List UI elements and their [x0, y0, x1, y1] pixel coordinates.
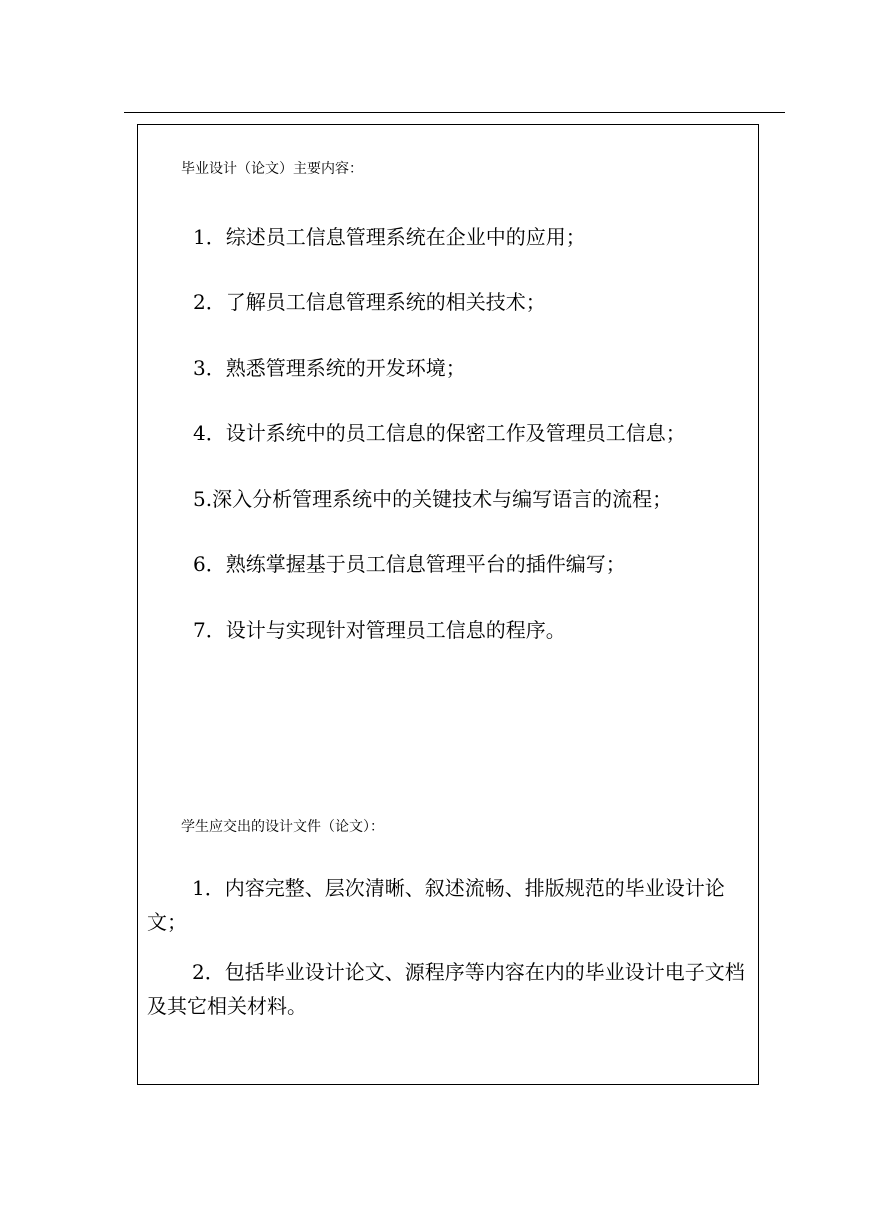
content-item-6 [193, 551, 626, 577]
header-rule [124, 112, 785, 113]
deliverable-paragraph-2: 2．包括毕业设计论文、源程序等内容在内的毕业设计电子文档及其它相关材料。 [147, 960, 745, 1018]
content-item-7 [193, 617, 566, 643]
item-text: 设计与实现针对管理员工信息的程序。 [225, 618, 566, 642]
content-box [137, 124, 759, 1085]
item-number: 1． [193, 225, 226, 249]
item-text: 了解员工信息管理系统的相关技术； [225, 290, 546, 314]
item-number: 4． [193, 421, 226, 445]
item-text: 设计系统中的员工信息的保密工作及管理员工信息； [225, 421, 686, 445]
content-item-4 [193, 420, 686, 446]
main-content-heading: 毕业设计（论文）主要内容： [181, 161, 363, 177]
content-item-1 [193, 224, 586, 250]
content-item-2 [193, 289, 546, 315]
item-number: 2． [193, 290, 226, 314]
item-number: 5. [193, 487, 213, 511]
deliverables-heading: 学生应交出的设计文件（论文）： [181, 819, 384, 835]
item-text: 熟练掌握基于员工信息管理平台的插件编写； [225, 552, 626, 576]
item-number: 6． [193, 552, 226, 576]
item-text: 熟悉管理系统的开发环境； [225, 356, 466, 380]
content-item-3 [193, 355, 466, 381]
deliverable-paragraph-1: 1．内容完整、层次清晰、叙述流畅、排版规范的毕业设计论文； [147, 876, 725, 934]
item-number: 3． [193, 356, 226, 380]
item-number: 7． [193, 618, 226, 642]
item-text: 深入分析管理系统中的关键技术与编写语言的流程； [212, 487, 673, 511]
content-item-5 [193, 486, 672, 512]
item-text: 综述员工信息管理系统在企业中的应用； [225, 225, 586, 249]
